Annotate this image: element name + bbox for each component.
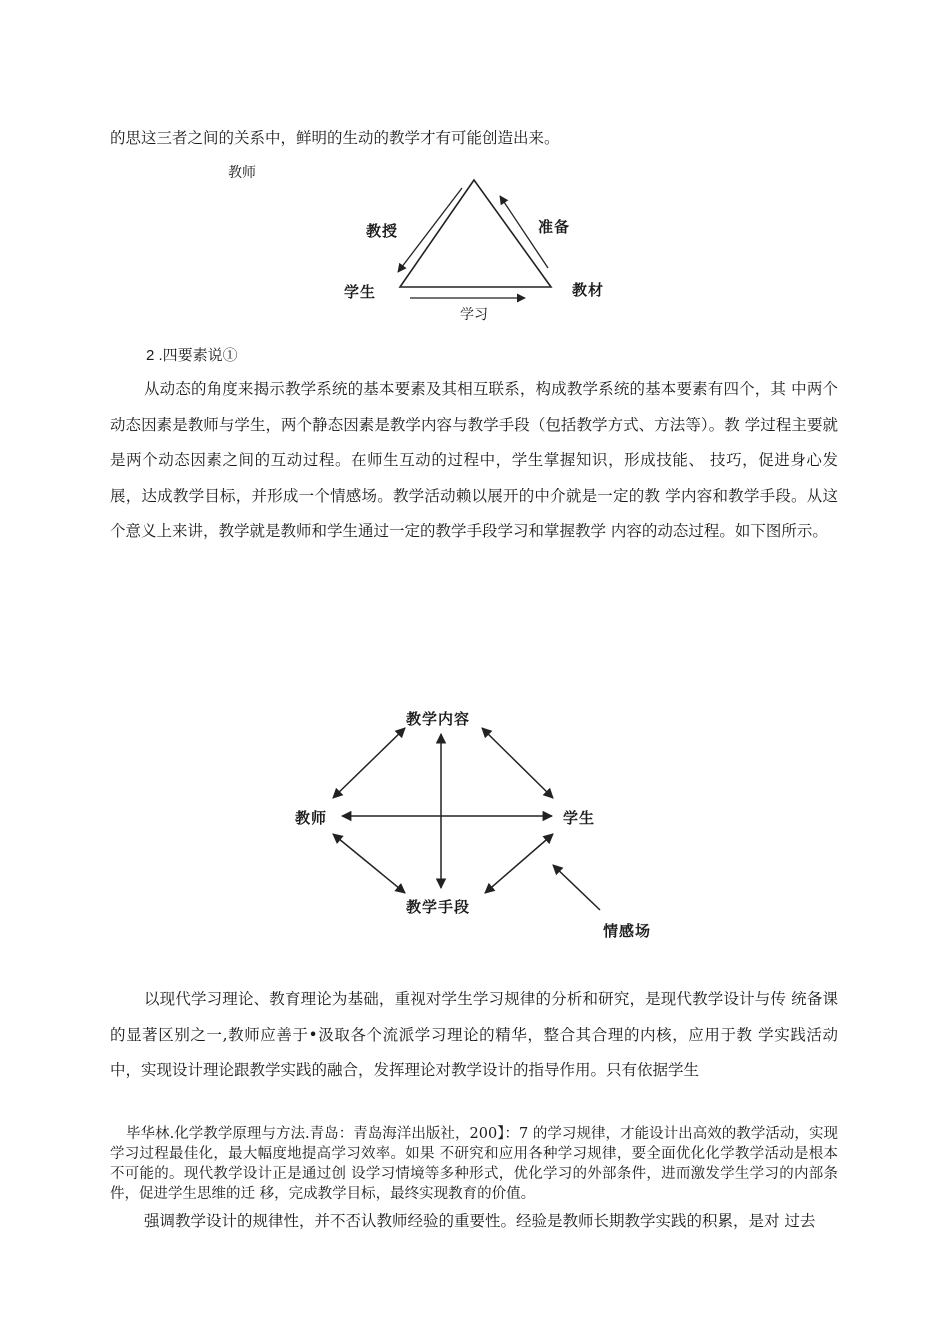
four-student-label: 学生 [563, 809, 596, 827]
footnote: 毕华林.化学教学原理与方法.青岛：青岛海洋出版社，200】：7 的学习规律，才能设计出高效的教学活动，实现学习过程最佳化，最大幅度地提高学习效率。如果 不研究和应用各种学习规律，要全面优化化学教学活动是根本不可能的。现代教学设计正是通过创 设学习情境等多种形式，优化学习的外部条件，进而激发学生学习的内部条件，促进学生思维的迁 移，完成教学目标，最终实现教育的价值。 [110, 1126, 838, 1202]
teacher-means-arrow [333, 834, 405, 893]
paragraph-1: 从动态的角度来揭示教学系统的基本要素及其相互联系，构成教学系统的基本要素有四个，其 中两个动态因素是教师与学生，两个静态因素是教学内容与教学手段（包括教学方式、方法等）。教 学过程主要就是两个动态因素之间的互动过程。在师生互动的过程中，学生掌握知识，形成技能、 技巧，促进身心发展，达成教学目标，并形成一个情感场。教学活动赖以展开的中介就是一定的教 学内容和教学手段。从这个意义上来讲，教学就是教师和学生通过一定的教学手段学习和掌握教学 内容的动态过程。如下图所示。 [110, 380, 838, 540]
teacher-label: 教师 [228, 165, 256, 181]
teach-label: 教授 [366, 222, 399, 240]
material-label: 教材 [572, 281, 605, 299]
emotion-field-label: 情感场 [603, 922, 652, 940]
content-label: 教学内容 [406, 710, 471, 728]
student-label: 学生 [344, 283, 377, 301]
four-teacher-label: 教师 [295, 809, 328, 827]
top-text-line: 的思这三者之间的关系中，鲜明的生动的教学才有可能创造出来。 [110, 129, 560, 147]
means-label: 教学手段 [406, 898, 471, 916]
paragraph-2: 以现代学习理论、教育理论为基础，重视对学生学习规律的分析和研究，是现代教学设计与传 统备课的显著区别之一,教师应善于•汲取各个流派学习理论的精华，整合其合理的内核，应用于教 学实践活动中，实现设计理论跟教学实践的融合，发挥理论对教学设计的指导作用。只有依据学生 [110, 990, 838, 1079]
content-student-arrow [482, 728, 553, 798]
learn-label: 学习 [460, 307, 488, 323]
emotion-field-arrow [553, 865, 600, 910]
teacher-content-arrow [333, 728, 405, 798]
paragraph-3: 强调教学设计的规律性，并不否认教师经验的重要性。经验是教师长期教学实践的积累，是对 过去 [144, 1212, 816, 1230]
student-means-arrow [485, 834, 553, 893]
prepare-label: 准备 [538, 218, 571, 236]
section-heading: 2 .四要素说① [146, 347, 238, 364]
